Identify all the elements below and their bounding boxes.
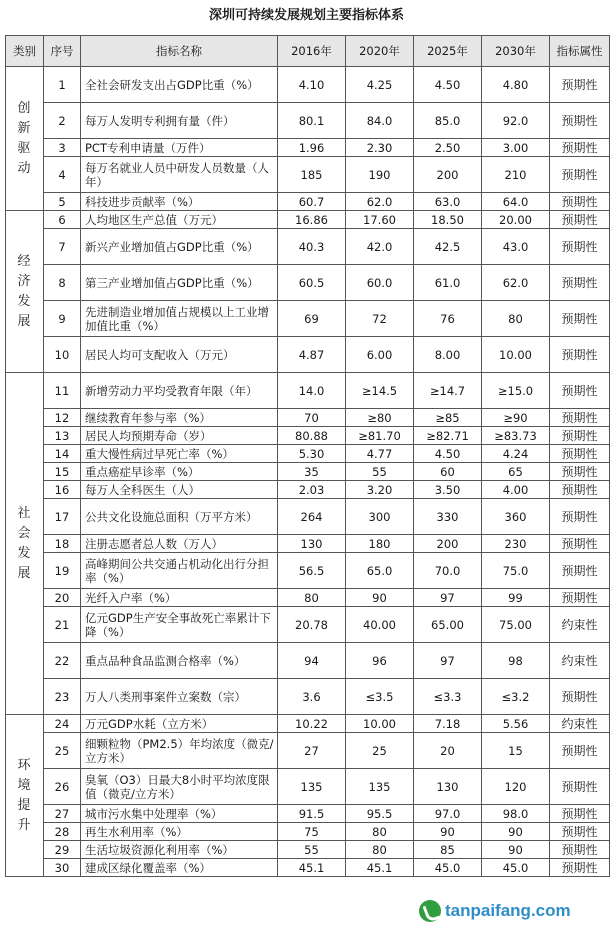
row-number: 11	[44, 373, 81, 409]
value-2020: 6.00	[346, 337, 414, 373]
value-2020: ≥81.70	[346, 427, 414, 445]
header-row	[6, 36, 610, 67]
value-2016: 264	[278, 499, 346, 535]
indicator-name: 新兴产业增加值占GDP比重（%）	[81, 229, 278, 265]
indicator-name: 万元GDP水耗（立方米）	[81, 715, 278, 733]
value-2030: 75.0	[482, 553, 550, 589]
value-2025: 8.00	[414, 337, 482, 373]
row-number: 22	[44, 643, 81, 679]
attribute: 预期性	[550, 301, 610, 337]
indicator-name: 注册志愿者总人数（万人）	[81, 535, 278, 553]
row-number: 27	[44, 805, 81, 823]
value-2020: 55	[346, 463, 414, 481]
value-2025: 85.0	[414, 103, 482, 139]
table-row	[6, 553, 610, 589]
category-cell: 环 境 提 升	[6, 715, 44, 877]
value-2030: 4.80	[482, 67, 550, 103]
attribute: 预期性	[550, 769, 610, 805]
value-2016: 70	[278, 409, 346, 427]
table-row	[6, 193, 610, 211]
value-2020: 4.77	[346, 445, 414, 463]
table-row	[6, 67, 610, 103]
table-row	[6, 301, 610, 337]
attribute: 预期性	[550, 841, 610, 859]
category-cell: 社 会 发 展	[6, 373, 44, 715]
value-2030: 43.0	[482, 229, 550, 265]
indicator-name: 光纤入户率（%）	[81, 589, 278, 607]
indicator-name: 生活垃圾资源化利用率（%）	[81, 841, 278, 859]
attribute: 预期性	[550, 553, 610, 589]
row-number: 12	[44, 409, 81, 427]
indicator-name: 公共文化设施总面积（万平方米）	[81, 499, 278, 535]
indicator-name: 全社会研发支出占GDP比重（%）	[81, 67, 278, 103]
value-2020: 90	[346, 589, 414, 607]
value-2030: 75.00	[482, 607, 550, 643]
row-number: 15	[44, 463, 81, 481]
table-row	[6, 679, 610, 715]
table-row	[6, 499, 610, 535]
value-2030: 90	[482, 823, 550, 841]
value-2020: 17.60	[346, 211, 414, 229]
header-category: 类别	[6, 36, 44, 67]
attribute: 预期性	[550, 103, 610, 139]
table-row	[6, 733, 610, 769]
row-number: 25	[44, 733, 81, 769]
value-2030: 3.00	[482, 139, 550, 157]
value-2020: 72	[346, 301, 414, 337]
value-2016: 80.1	[278, 103, 346, 139]
value-2030: 98	[482, 643, 550, 679]
value-2020: 180	[346, 535, 414, 553]
watermark-text: tanpaifang.com	[445, 901, 571, 920]
value-2030: 120	[482, 769, 550, 805]
value-2020: 65.0	[346, 553, 414, 589]
indicator-table	[5, 35, 610, 877]
indicator-name: 重点癌症早诊率（%）	[81, 463, 278, 481]
row-number: 29	[44, 841, 81, 859]
table-row	[6, 823, 610, 841]
value-2030: 4.00	[482, 481, 550, 499]
row-number: 10	[44, 337, 81, 373]
value-2016: 80.88	[278, 427, 346, 445]
attribute: 预期性	[550, 679, 610, 715]
value-2025: 65.00	[414, 607, 482, 643]
value-2016: 1.96	[278, 139, 346, 157]
value-2016: 4.87	[278, 337, 346, 373]
indicator-name: 新增劳动力平均受教育年限（年）	[81, 373, 278, 409]
value-2030: 64.0	[482, 193, 550, 211]
value-2025: 76	[414, 301, 482, 337]
value-2025: 18.50	[414, 211, 482, 229]
value-2020: 95.5	[346, 805, 414, 823]
attribute: 预期性	[550, 481, 610, 499]
indicator-name: 重点品种食品监测合格率（%）	[81, 643, 278, 679]
table-row	[6, 337, 610, 373]
value-2030: 90	[482, 841, 550, 859]
attribute: 预期性	[550, 427, 610, 445]
table-row	[6, 589, 610, 607]
header-2030: 2030年	[482, 36, 550, 67]
value-2025: 61.0	[414, 265, 482, 301]
row-number: 7	[44, 229, 81, 265]
row-number: 23	[44, 679, 81, 715]
attribute: 预期性	[550, 409, 610, 427]
value-2016: 45.1	[278, 859, 346, 877]
row-number: 16	[44, 481, 81, 499]
table-row	[6, 463, 610, 481]
indicator-name: 每万人全科医生（人）	[81, 481, 278, 499]
value-2020: 80	[346, 841, 414, 859]
row-number: 21	[44, 607, 81, 643]
value-2030: 10.00	[482, 337, 550, 373]
value-2016: 14.0	[278, 373, 346, 409]
attribute: 预期性	[550, 193, 610, 211]
value-2020: 190	[346, 157, 414, 193]
attribute: 约束性	[550, 715, 610, 733]
value-2016: 35	[278, 463, 346, 481]
value-2020: 60.0	[346, 265, 414, 301]
value-2030: 45.0	[482, 859, 550, 877]
attribute: 预期性	[550, 463, 610, 481]
value-2025: 330	[414, 499, 482, 535]
indicator-name: 每万名就业人员中研发人员数量（人年）	[81, 157, 278, 193]
value-2025: 4.50	[414, 67, 482, 103]
indicator-name: 城市污水集中处理率（%）	[81, 805, 278, 823]
header-2016: 2016年	[278, 36, 346, 67]
value-2016: 69	[278, 301, 346, 337]
row-number: 13	[44, 427, 81, 445]
value-2025: 60	[414, 463, 482, 481]
indicator-name: 亿元GDP生产安全事故死亡率累计下降（%）	[81, 607, 278, 643]
value-2016: 185	[278, 157, 346, 193]
leaf-logo-icon	[419, 900, 441, 922]
value-2025: ≥82.71	[414, 427, 482, 445]
value-2025: ≤3.3	[414, 679, 482, 715]
indicator-name: 居民人均预期寿命（岁）	[81, 427, 278, 445]
table-row	[6, 805, 610, 823]
value-2025: 97	[414, 643, 482, 679]
row-number: 9	[44, 301, 81, 337]
value-2016: 75	[278, 823, 346, 841]
indicator-name: 高峰期间公共交通占机动化出行分担率（%）	[81, 553, 278, 589]
table-title: 深圳可持续发展规划主要指标体系	[208, 8, 404, 23]
row-number: 6	[44, 211, 81, 229]
value-2030: 20.00	[482, 211, 550, 229]
value-2030: ≥83.73	[482, 427, 550, 445]
indicator-name: 人均地区生产总值（万元）	[81, 211, 278, 229]
attribute: 预期性	[550, 589, 610, 607]
table-row	[6, 229, 610, 265]
value-2025: ≥14.7	[414, 373, 482, 409]
value-2016: 55	[278, 841, 346, 859]
indicator-name: 科技进步贡献率（%）	[81, 193, 278, 211]
value-2020: 80	[346, 823, 414, 841]
value-2025: 63.0	[414, 193, 482, 211]
value-2020: 10.00	[346, 715, 414, 733]
value-2025: 200	[414, 157, 482, 193]
value-2025: 42.5	[414, 229, 482, 265]
value-2025: 97	[414, 589, 482, 607]
attribute: 预期性	[550, 373, 610, 409]
table-row	[6, 445, 610, 463]
attribute: 预期性	[550, 67, 610, 103]
header-number: 序号	[44, 36, 81, 67]
value-2020: ≥80	[346, 409, 414, 427]
table-row	[6, 535, 610, 553]
table-row	[6, 373, 610, 409]
value-2016: 91.5	[278, 805, 346, 823]
row-number: 17	[44, 499, 81, 535]
attribute: 预期性	[550, 337, 610, 373]
value-2020: ≤3.5	[346, 679, 414, 715]
table-row	[6, 607, 610, 643]
indicator-name: 建成区绿化覆盖率（%）	[81, 859, 278, 877]
indicator-name: 居民人均可支配收入（万元）	[81, 337, 278, 373]
value-2025: 97.0	[414, 805, 482, 823]
table-row	[6, 769, 610, 805]
value-2030: 80	[482, 301, 550, 337]
value-2020: 45.1	[346, 859, 414, 877]
row-number: 24	[44, 715, 81, 733]
indicator-name: 细颗粒物（PM2.5）年均浓度（微克/立方米）	[81, 733, 278, 769]
value-2020: 42.0	[346, 229, 414, 265]
value-2020: ≥14.5	[346, 373, 414, 409]
value-2025: 3.50	[414, 481, 482, 499]
attribute: 预期性	[550, 445, 610, 463]
attribute: 预期性	[550, 823, 610, 841]
watermark	[413, 895, 609, 927]
value-2030: 98.0	[482, 805, 550, 823]
row-number: 14	[44, 445, 81, 463]
indicator-name: PCT专利申请量（万件）	[81, 139, 278, 157]
attribute: 预期性	[550, 805, 610, 823]
attribute: 预期性	[550, 211, 610, 229]
indicator-name: 再生水利用率（%）	[81, 823, 278, 841]
value-2030: 210	[482, 157, 550, 193]
attribute: 约束性	[550, 607, 610, 643]
value-2030: ≥90	[482, 409, 550, 427]
attribute: 预期性	[550, 139, 610, 157]
indicator-name: 继续教育年参与率（%）	[81, 409, 278, 427]
value-2025: 4.50	[414, 445, 482, 463]
value-2030: 15	[482, 733, 550, 769]
value-2030: 360	[482, 499, 550, 535]
row-number: 8	[44, 265, 81, 301]
table-row	[6, 139, 610, 157]
value-2025: ≥85	[414, 409, 482, 427]
indicator-name: 每万人发明专利拥有量（件）	[81, 103, 278, 139]
header-attribute: 指标属性	[550, 36, 610, 67]
attribute: 约束性	[550, 643, 610, 679]
table-row	[6, 643, 610, 679]
row-number: 4	[44, 157, 81, 193]
value-2025: 2.50	[414, 139, 482, 157]
row-number: 26	[44, 769, 81, 805]
value-2025: 90	[414, 823, 482, 841]
table-row	[6, 841, 610, 859]
indicator-name: 臭氧（O3）日最大8小时平均浓度限值（微克/立方米）	[81, 769, 278, 805]
attribute: 预期性	[550, 157, 610, 193]
value-2020: 84.0	[346, 103, 414, 139]
value-2016: 60.5	[278, 265, 346, 301]
value-2025: 45.0	[414, 859, 482, 877]
value-2020: 40.00	[346, 607, 414, 643]
table-row	[6, 409, 610, 427]
value-2016: 80	[278, 589, 346, 607]
value-2020: 96	[346, 643, 414, 679]
attribute: 预期性	[550, 733, 610, 769]
header-2020: 2020年	[346, 36, 414, 67]
value-2016: 40.3	[278, 229, 346, 265]
row-number: 18	[44, 535, 81, 553]
table-row	[6, 859, 610, 877]
row-number: 19	[44, 553, 81, 589]
value-2025: 20	[414, 733, 482, 769]
indicator-name: 先进制造业增加值占规模以上工业增加值比重（%）	[81, 301, 278, 337]
value-2016: 20.78	[278, 607, 346, 643]
table-row	[6, 265, 610, 301]
attribute: 预期性	[550, 535, 610, 553]
value-2016: 16.86	[278, 211, 346, 229]
row-number: 30	[44, 859, 81, 877]
attribute: 预期性	[550, 499, 610, 535]
value-2030: 99	[482, 589, 550, 607]
value-2016: 94	[278, 643, 346, 679]
row-number: 3	[44, 139, 81, 157]
value-2020: 62.0	[346, 193, 414, 211]
value-2020: 25	[346, 733, 414, 769]
category-cell: 创 新 驱 动	[6, 67, 44, 211]
value-2025: 70.0	[414, 553, 482, 589]
row-number: 28	[44, 823, 81, 841]
table-row	[6, 427, 610, 445]
attribute: 预期性	[550, 229, 610, 265]
table-row	[6, 157, 610, 193]
indicator-name: 万人八类刑事案件立案数（宗）	[81, 679, 278, 715]
value-2020: 4.25	[346, 67, 414, 103]
value-2025: 85	[414, 841, 482, 859]
table-row	[6, 715, 610, 733]
category-cell: 经 济 发 展	[6, 211, 44, 373]
value-2020: 3.20	[346, 481, 414, 499]
value-2030: 65	[482, 463, 550, 481]
value-2020: 300	[346, 499, 414, 535]
row-number: 5	[44, 193, 81, 211]
value-2025: 130	[414, 769, 482, 805]
value-2016: 60.7	[278, 193, 346, 211]
table-row	[6, 211, 610, 229]
header-indicator-name: 指标名称	[81, 36, 278, 67]
value-2016: 10.22	[278, 715, 346, 733]
row-number: 20	[44, 589, 81, 607]
table-row	[6, 103, 610, 139]
indicator-name: 重大慢性病过早死亡率（%）	[81, 445, 278, 463]
value-2016: 130	[278, 535, 346, 553]
value-2025: 200	[414, 535, 482, 553]
value-2016: 3.6	[278, 679, 346, 715]
value-2030: 62.0	[482, 265, 550, 301]
row-number: 1	[44, 67, 81, 103]
value-2016: 56.5	[278, 553, 346, 589]
value-2030: ≥15.0	[482, 373, 550, 409]
value-2030: ≤3.2	[482, 679, 550, 715]
table-row	[6, 481, 610, 499]
value-2016: 5.30	[278, 445, 346, 463]
attribute: 预期性	[550, 859, 610, 877]
value-2025: 7.18	[414, 715, 482, 733]
attribute: 预期性	[550, 265, 610, 301]
header-2025: 2025年	[414, 36, 482, 67]
value-2030: 230	[482, 535, 550, 553]
value-2016: 135	[278, 769, 346, 805]
value-2030: 92.0	[482, 103, 550, 139]
value-2016: 2.03	[278, 481, 346, 499]
indicator-name: 第三产业增加值占GDP比重（%）	[81, 265, 278, 301]
value-2020: 2.30	[346, 139, 414, 157]
value-2020: 135	[346, 769, 414, 805]
value-2030: 4.24	[482, 445, 550, 463]
value-2016: 27	[278, 733, 346, 769]
row-number: 2	[44, 103, 81, 139]
value-2016: 4.10	[278, 67, 346, 103]
value-2030: 5.56	[482, 715, 550, 733]
